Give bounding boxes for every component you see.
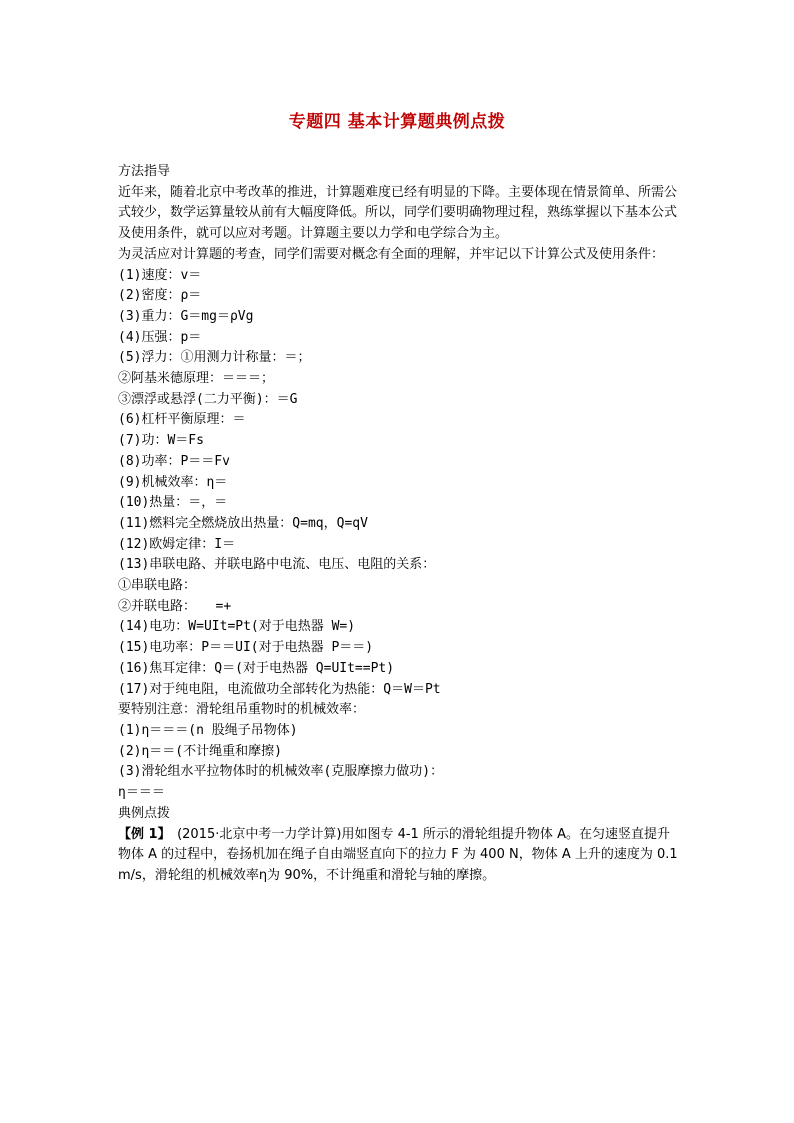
formula-item: (13)串联电路、并联电路中电流、电压、电阻的关系： <box>118 557 436 573</box>
example-1-text: (2015·北京中考一力学计算)用如图专 4-1 所示的滑轮组提升物体 A。在匀速竖直提升物体 A 的过程中，卷扬机加在绳子自由端竖直向下的拉力 F 为 400 N，物体 A 上升的速度为 0.1 m/s，滑轮组的机械效率η为 90%，不计绳重和滑轮与轴的摩擦。 <box>118 826 678 883</box>
formula-item: (17)对于纯电阻，电流做功全部转化为热能：Q＝W＝Pt <box>118 681 441 697</box>
section-heading-examples: 典例点拨 <box>118 805 171 821</box>
formula-item: (5)浮力：①用测力计称量：＝； <box>118 350 311 366</box>
formula-item: (14)电功：W=UIt=Pt(对于电热器 W=) <box>118 619 356 635</box>
formula-item: (11)燃料完全燃烧放出热量：Q=mq，Q=qV <box>118 515 368 531</box>
formula-item: (3)滑轮组水平拉物体时的机械效率(克服摩擦力做功)： <box>118 764 444 780</box>
formula-item: (1)η＝＝＝(n 股绳子吊物体) <box>118 722 298 738</box>
formula-item: 要特别注意：滑轮组吊重物时的机械效率： <box>118 702 366 718</box>
formula-item: (4)压强：p＝ <box>118 329 202 345</box>
example-1-tag: 【例 1】 <box>118 826 165 842</box>
instruction-paragraph: 为灵活应对计算题的考查，同学们需要对概念有全面的理解，并牢记以下计算公式及使用条件： <box>118 246 665 262</box>
formula-item: (12)欧姆定律：I＝ <box>118 536 236 552</box>
formula-item: (8)功率：P＝＝Fv <box>118 453 230 469</box>
formula-item: (16)焦耳定律：Q＝(对于电热器 Q=UIt==Pt) <box>118 660 395 676</box>
document-title: 专题四 基本计算题典例点拨 <box>288 112 506 132</box>
document-body <box>118 162 680 887</box>
formula-item: ②并联电路： =+ <box>118 598 232 614</box>
formula-item: (15)电功率：P＝＝UI(对于电热器 P＝＝) <box>118 640 374 656</box>
formula-item: ②阿基米德原理：＝＝＝； <box>118 371 275 387</box>
formula-item: η＝＝＝ <box>118 785 165 801</box>
formula-item: (1)速度：v＝ <box>118 267 202 283</box>
formula-item: (9)机械效率：η＝ <box>118 474 228 490</box>
formula-item: (2)密度：ρ＝ <box>118 288 202 304</box>
formula-item: (10)热量：＝，＝ <box>118 495 228 511</box>
formula-item: (2)η＝＝(不计绳重和摩擦) <box>118 743 282 759</box>
formula-item: (7)功：W＝Fs <box>118 433 204 449</box>
formula-item: ③漂浮或悬浮(二力平衡)：＝G <box>118 391 298 407</box>
formula-list <box>118 266 680 804</box>
formula-item: ①串联电路： <box>118 578 197 594</box>
formula-item: (6)杠杆平衡原理：＝ <box>118 412 246 428</box>
example-1-paragraph <box>118 825 680 887</box>
formula-item: (3)重力：G＝mg＝ρVg <box>118 308 254 324</box>
intro-paragraph: 近年来，随着北京中考改革的推进，计算题难度已经有明显的下降。主要体现在情景简单、所需公式较少，数学运算量较从前有大幅度降低。所以，同学们要明确物理过程，熟练掌握以下基本公式及使用条件，就可以应对考题。计算题主要以力学和电学综合为主。 <box>118 184 678 242</box>
section-heading-method: 方法指导 <box>118 164 171 179</box>
